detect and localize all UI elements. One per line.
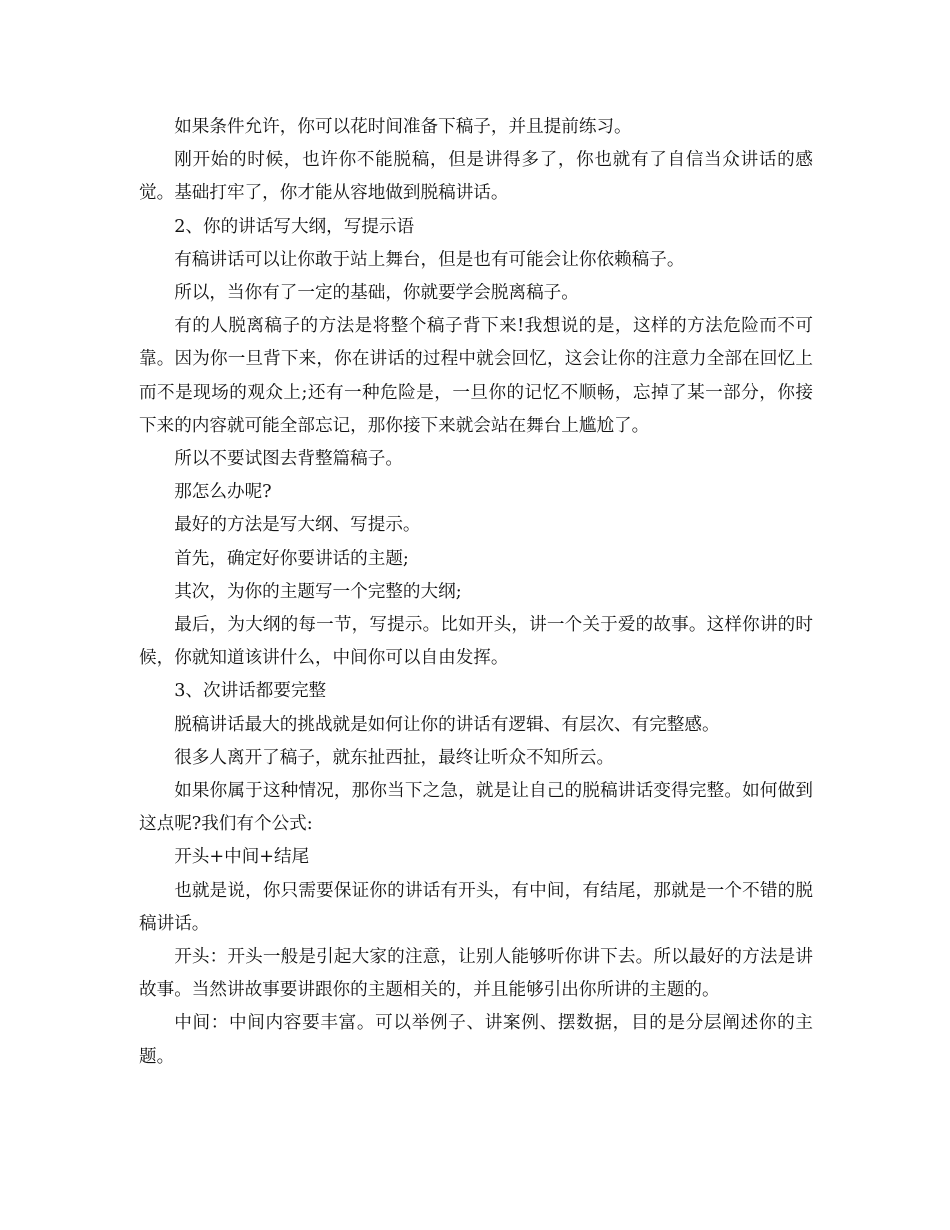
paragraph: 那怎么办呢? [174,482,272,503]
paragraph: 所以不要试图去背整篇稿子。 [174,449,403,470]
paragraph: 其次，为你的主题写一个完整的大纲; [174,581,462,602]
paragraph: 如果你属于这种情况，那你当下之急，就是让自己的脱稿讲话变得完整。如何做到这点呢?我们有个公式: [139,781,813,835]
section-heading: 2、你的讲话写大纲，写提示语 [174,216,415,237]
paragraph: 最后，为大纲的每一节，写提示。比如开头，讲一个关于爱的故事。这样你讲的时候，你就知道该讲什么，中间你可以自由发挥。 [139,615,813,669]
paragraph: 所以，当你有了一定的基础，你就要学会脱离稿子。 [174,283,579,304]
paragraph: 首先，确定好你要讲话的主题; [174,548,409,569]
paragraph: 如果条件允许，你可以花时间准备下稿子，并且提前练习。 [174,117,632,137]
paragraph: 开头：开头一般是引起大家的注意，让别人能够听你讲下去。所以最好的方法是讲故事。当然讲故事要讲跟你的主题相关的，并且能够引出你所讲的主题的。 [139,947,813,1001]
paragraph: 中间：中间内容要丰富。可以举例子、讲案例、摆数据，目的是分层阐述你的主题。 [139,1013,813,1067]
section-heading: 3、次讲话都要完整 [174,681,327,702]
paragraph: 有的人脱离稿子的方法是将整个稿子背下来!我想说的是，这样的方法危险而不可靠。因为你一旦背下来，你在讲话的过程中就会回忆，这会让你的注意力全部在回忆上而不是现场的观众上;还有一种危险是，一旦你的记忆不顺畅，忘掉了某一部分，你接下来的内容就可能全部忘记，那你接下来就会站在舞台上尴尬了。 [139,316,813,436]
paragraph: 很多人离开了稿子，就东扯西扯，最终让听众不知所云。 [174,747,615,768]
paragraph: 脱稿讲话最大的挑战就是如何让你的讲话有逻辑、有层次、有完整感。 [174,714,720,735]
document-body [139,111,813,1074]
paragraph: 刚开始的时候，也许你不能脱稿，但是讲得多了，你也就有了自信当众讲话的感觉。基础打牢了，你才能从容地做到脱稿讲话。 [139,150,813,204]
paragraph: 最好的方法是写大纲、写提示。 [174,515,421,536]
paragraph: 有稿讲话可以让你敢于站上舞台，但是也有可能会让你依赖稿子。 [174,249,685,270]
paragraph: 也就是说，你只需要保证你的讲话有开头，有中间，有结尾，那就是一个不错的脱稿讲话。 [139,880,813,934]
formula-line: 开头+中间+结尾 [174,847,310,868]
